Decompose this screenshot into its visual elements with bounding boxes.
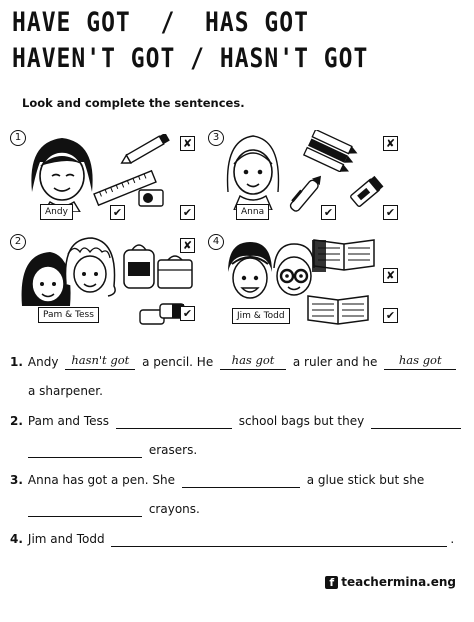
sentence-1-line-1 — [10, 354, 459, 370]
sentence-text: Pam and Tess — [27, 414, 110, 428]
sentence-3-line-2 — [28, 501, 200, 517]
answer-blank-1[interactable]: hasn't got — [65, 354, 135, 370]
mark-box-pencil: ✘ — [180, 136, 195, 151]
footer-handle: teachermina.eng — [341, 575, 456, 589]
sentence-3-line-1 — [10, 472, 424, 488]
footer-credit — [325, 575, 456, 589]
sentence-text: Jim and Todd — [27, 532, 105, 546]
mark-box-glue-stick: ✔ — [383, 205, 398, 220]
answer-blank[interactable] — [28, 442, 142, 458]
answer-blank[interactable] — [111, 531, 447, 547]
sentence-text: school bags but they — [238, 414, 365, 428]
name-tag-anna: Anna — [236, 204, 269, 220]
sentence-number: 1. — [10, 355, 23, 369]
panel-number: 3 — [208, 130, 224, 146]
two-girls-illustration — [18, 234, 118, 314]
sharpener-illustration — [136, 186, 166, 210]
instruction: Look and complete the sentences. — [22, 96, 245, 110]
glue-stick-illustration — [348, 170, 388, 216]
mark-box-ruler: ✔ — [110, 205, 125, 220]
sentence-number: 3. — [10, 473, 23, 487]
pencil-illustration — [118, 134, 176, 164]
mark-box-crayons: ✘ — [383, 136, 398, 151]
panel-number: 1 — [10, 130, 26, 146]
name-tag-jim-todd: Jim & Todd — [232, 308, 290, 324]
sentence-text: a sharpener. — [28, 384, 103, 398]
girl-face-illustration — [220, 132, 286, 210]
mark-box-erasers: ✔ — [180, 306, 195, 321]
facebook-icon: f — [325, 576, 338, 589]
panel-number: 4 — [208, 234, 224, 250]
sentence-number: 4. — [10, 532, 23, 546]
name-tag-andy: Andy — [40, 204, 73, 220]
sentence-text: crayons. — [148, 502, 200, 516]
crayons-illustration — [300, 130, 362, 172]
mark-box-books-bottom: ✔ — [383, 308, 398, 323]
title-line-2: HAVEN'T GOT / HASN'T GOT — [12, 44, 369, 74]
panel-number: 2 — [10, 234, 26, 250]
mark-box-sharpener: ✔ — [180, 205, 195, 220]
sentence-text: Andy — [27, 355, 59, 369]
sentence-1-line-2 — [28, 383, 103, 399]
name-tag-pam-tess: Pam & Tess — [38, 307, 99, 323]
sentence-text: a pencil. He — [142, 355, 214, 369]
answer-blank[interactable] — [182, 472, 300, 488]
panel-andy — [10, 130, 205, 225]
sentence-text: a glue stick but she — [306, 473, 425, 487]
answer-blank[interactable] — [28, 501, 142, 517]
girl-face-illustration — [22, 132, 102, 212]
mark-box-pen: ✔ — [321, 205, 336, 220]
answer-blank-3[interactable]: has got — [384, 354, 456, 370]
answer-blank-2[interactable]: has got — [220, 354, 286, 370]
sentence-text: erasers. — [148, 443, 198, 457]
answer-blank[interactable] — [371, 413, 461, 429]
panel-jim-todd — [208, 234, 408, 330]
panel-anna — [208, 130, 408, 225]
books-illustration — [304, 290, 372, 326]
panel-pam-tess — [10, 234, 205, 330]
sentence-4-line-1 — [10, 531, 454, 547]
title-line-1: HAVE GOT / HAS GOT — [12, 8, 309, 38]
sentence-number: 2. — [10, 414, 23, 428]
books-illustration — [310, 236, 378, 274]
sentence-2-line-2 — [28, 442, 197, 458]
mark-box-school-bags: ✘ — [180, 238, 195, 253]
sentence-text: Anna has got a pen. She — [27, 473, 176, 487]
sentence-text: a ruler and he — [292, 355, 378, 369]
sentence-period: . — [450, 532, 455, 546]
sentence-2-line-1 — [10, 413, 464, 429]
answer-blank[interactable] — [116, 413, 232, 429]
mark-box-books-top: ✘ — [383, 268, 398, 283]
